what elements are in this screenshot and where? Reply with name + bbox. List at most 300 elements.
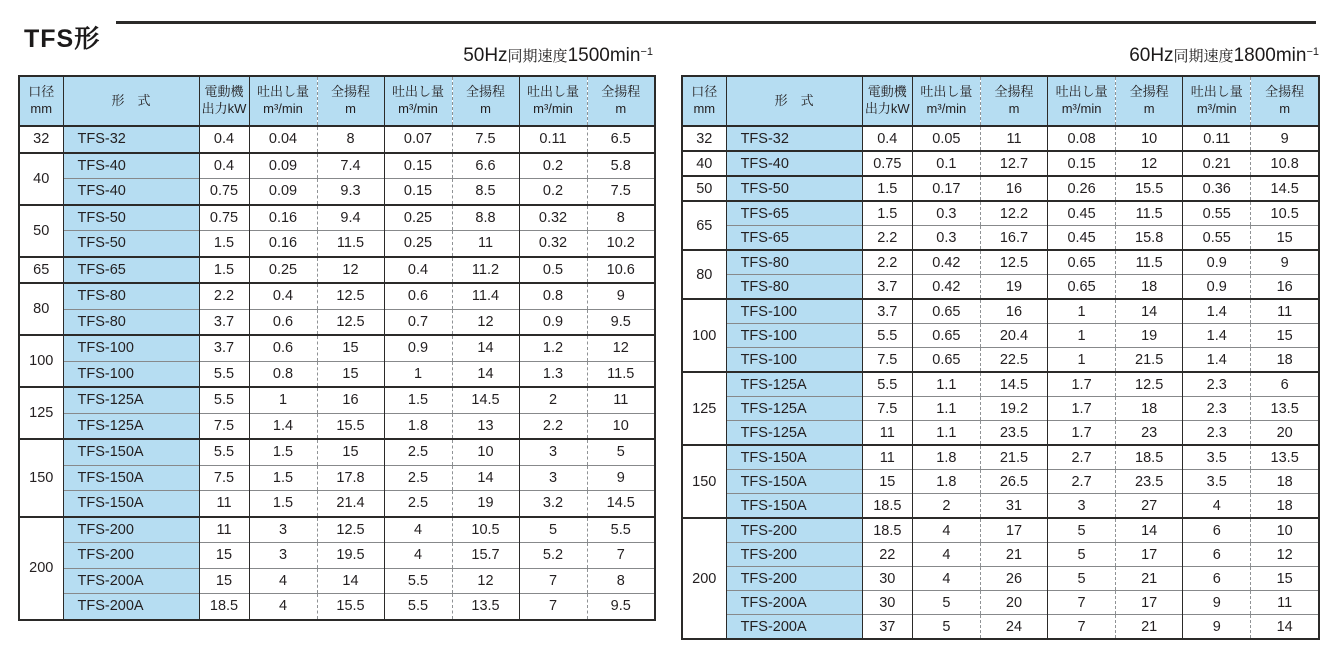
flow-cell: 5 [912, 615, 980, 640]
head-cell: 15.5 [317, 413, 384, 439]
motor-kw-cell: 11 [862, 445, 912, 470]
table-row [19, 153, 655, 179]
head-cell: 19 [452, 491, 519, 517]
flow-cell: 1.7 [1048, 372, 1116, 397]
flow-cell: 3 [249, 517, 317, 543]
table-row [682, 372, 1319, 397]
table-row [19, 387, 655, 413]
dia-cell: 80 [682, 250, 726, 299]
flow-cell: 1.4 [1183, 299, 1251, 324]
motor-kw-cell: 0.75 [199, 205, 249, 231]
motor-kw-cell: 30 [862, 567, 912, 591]
table-row [19, 568, 655, 594]
head-cell: 15 [317, 361, 384, 387]
model-cell: TFS-200A [63, 568, 199, 594]
col-header-model: 形 式 [63, 76, 199, 126]
head-cell: 18 [1116, 397, 1183, 421]
pump-table-50hz [18, 75, 656, 621]
table-row [19, 517, 655, 543]
head-cell: 10.6 [587, 257, 655, 284]
flow-cell: 2.3 [1183, 397, 1251, 421]
head-cell: 20 [980, 591, 1047, 615]
table-row [682, 126, 1319, 151]
flow-cell: 0.65 [912, 324, 980, 348]
head-cell: 26 [980, 567, 1047, 591]
table-row [682, 299, 1319, 324]
flow-cell: 2.5 [384, 491, 452, 517]
flow-cell: 1.5 [249, 491, 317, 517]
motor-kw-cell: 15 [199, 568, 249, 594]
head-cell: 17 [1116, 543, 1183, 567]
head-cell: 9 [587, 465, 655, 491]
head-cell: 13 [452, 413, 519, 439]
model-cell: TFS-100 [726, 299, 862, 324]
head-cell: 15.7 [452, 543, 519, 569]
head-cell: 5 [587, 439, 655, 465]
motor-kw-cell: 15 [199, 543, 249, 569]
flow-cell: 4 [249, 594, 317, 620]
flow-cell: 0.3 [912, 226, 980, 251]
flow-cell: 1.1 [912, 421, 980, 446]
flow-cell: 1.5 [249, 439, 317, 465]
head-cell: 11.5 [1116, 201, 1183, 226]
pump-table-head-1 [682, 76, 1319, 126]
dia-cell: 65 [682, 201, 726, 250]
head-cell: 11 [1251, 299, 1319, 324]
head-cell: 6.5 [587, 126, 655, 153]
flow-cell: 0.8 [249, 361, 317, 387]
table-section-50hz [18, 42, 654, 621]
flow-cell: 1.4 [1183, 348, 1251, 373]
table-row [682, 348, 1319, 373]
speed-freq: 50Hz [463, 45, 508, 66]
speed-sup: −1 [640, 46, 653, 58]
flow-cell: 1 [1048, 348, 1116, 373]
head-cell: 10.2 [587, 231, 655, 257]
header-row [19, 76, 655, 126]
head-cell: 12.7 [980, 151, 1047, 176]
table-section-60hz [681, 42, 1320, 640]
head-cell: 20.4 [980, 324, 1047, 348]
motor-kw-cell: 0.4 [862, 126, 912, 151]
flow-cell: 4 [384, 543, 452, 569]
pump-table-60hz [681, 75, 1320, 640]
table-row [682, 176, 1319, 201]
model-cell: TFS-50 [726, 176, 862, 201]
head-cell: 23.5 [1116, 470, 1183, 494]
flow-cell: 0.65 [912, 299, 980, 324]
head-cell: 22.5 [980, 348, 1047, 373]
dia-cell: 200 [682, 518, 726, 639]
head-cell: 21 [980, 543, 1047, 567]
model-cell: TFS-150A [63, 491, 199, 517]
model-cell: TFS-65 [63, 257, 199, 284]
dia-cell: 65 [19, 257, 63, 284]
head-cell: 15 [317, 439, 384, 465]
motor-kw-cell: 7.5 [862, 348, 912, 373]
head-cell: 15 [1251, 324, 1319, 348]
model-cell: TFS-150A [726, 445, 862, 470]
flow-cell: 2.2 [519, 413, 587, 439]
col-header-flow3: 吐出し量 m³/min [1183, 76, 1251, 126]
flow-cell: 1 [249, 387, 317, 413]
head-cell: 7.5 [587, 179, 655, 205]
col-header-dia: 口径 mm [19, 76, 63, 126]
flow-cell: 0.4 [249, 283, 317, 309]
head-cell: 7 [587, 543, 655, 569]
flow-cell: 0.21 [1183, 151, 1251, 176]
motor-kw-cell: 18.5 [862, 494, 912, 519]
dia-cell: 100 [19, 335, 63, 387]
dia-cell: 150 [19, 439, 63, 517]
head-cell: 19 [980, 275, 1047, 300]
head-cell: 14 [1251, 615, 1319, 640]
speed-value: 1800min [1233, 45, 1307, 66]
model-cell: TFS-80 [63, 309, 199, 335]
flow-cell: 0.9 [1183, 275, 1251, 300]
table-row [19, 465, 655, 491]
flow-cell: 2.7 [1048, 445, 1116, 470]
model-cell: TFS-125A [726, 372, 862, 397]
table-row [682, 470, 1319, 494]
flow-cell: 4 [912, 518, 980, 543]
motor-kw-cell: 2.2 [199, 283, 249, 309]
head-cell: 11 [587, 387, 655, 413]
head-cell: 17.8 [317, 465, 384, 491]
flow-cell: 9 [1183, 615, 1251, 640]
head-cell: 13.5 [1251, 397, 1319, 421]
flow-cell: 1.2 [519, 335, 587, 361]
head-cell: 21 [1116, 615, 1183, 640]
table-row [19, 283, 655, 309]
flow-cell: 0.09 [249, 179, 317, 205]
flow-cell: 3 [249, 543, 317, 569]
model-cell: TFS-100 [726, 348, 862, 373]
model-cell: TFS-40 [63, 153, 199, 179]
flow-cell: 1.5 [384, 387, 452, 413]
head-cell: 21.5 [980, 445, 1047, 470]
head-cell: 26.5 [980, 470, 1047, 494]
motor-kw-cell: 0.75 [199, 179, 249, 205]
model-cell: TFS-32 [63, 126, 199, 153]
head-cell: 15.5 [1116, 176, 1183, 201]
col-header-head3: 全揚程 m [587, 76, 655, 126]
flow-cell: 0.26 [1048, 176, 1116, 201]
flow-cell: 0.15 [384, 179, 452, 205]
head-cell: 10.5 [452, 517, 519, 543]
flow-cell: 1.8 [912, 470, 980, 494]
flow-cell: 0.6 [384, 283, 452, 309]
head-cell: 12.5 [317, 283, 384, 309]
flow-cell: 3.5 [1183, 445, 1251, 470]
model-cell: TFS-125A [726, 421, 862, 446]
head-cell: 12 [587, 335, 655, 361]
flow-cell: 0.55 [1183, 226, 1251, 251]
flow-cell: 0.8 [519, 283, 587, 309]
pump-table-body-0 [19, 126, 655, 620]
motor-kw-cell: 5.5 [199, 439, 249, 465]
head-cell: 14 [452, 335, 519, 361]
table-row [19, 179, 655, 205]
head-cell: 10 [452, 439, 519, 465]
table-row [682, 324, 1319, 348]
motor-kw-cell: 15 [862, 470, 912, 494]
head-cell: 12 [1116, 151, 1183, 176]
model-cell: TFS-100 [63, 361, 199, 387]
col-header-head2: 全揚程 m [1116, 76, 1183, 126]
flow-cell: 1.8 [912, 445, 980, 470]
motor-kw-cell: 3.7 [199, 309, 249, 335]
flow-cell: 4 [384, 517, 452, 543]
head-cell: 11.4 [452, 283, 519, 309]
flow-cell: 1.7 [1048, 421, 1116, 446]
table-row [682, 494, 1319, 519]
col-header-head1: 全揚程 m [317, 76, 384, 126]
head-cell: 15 [1251, 226, 1319, 251]
col-header-head1: 全揚程 m [980, 76, 1047, 126]
table-row [682, 421, 1319, 446]
flow-cell: 0.07 [384, 126, 452, 153]
flow-cell: 0.5 [519, 257, 587, 284]
flow-cell: 3 [1048, 494, 1116, 519]
header-row [682, 76, 1319, 126]
model-cell: TFS-125A [726, 397, 862, 421]
dia-cell: 200 [19, 517, 63, 620]
table-row [682, 275, 1319, 300]
col-header-flow3: 吐出し量 m³/min [519, 76, 587, 126]
flow-cell: 0.45 [1048, 201, 1116, 226]
motor-kw-cell: 5.5 [199, 361, 249, 387]
head-cell: 8 [587, 568, 655, 594]
flow-cell: 0.08 [1048, 126, 1116, 151]
head-cell: 13.5 [1251, 445, 1319, 470]
table-row [682, 445, 1319, 470]
flow-cell: 1 [1048, 324, 1116, 348]
motor-kw-cell: 0.75 [862, 151, 912, 176]
col-header-motor: 電動機 出力kW [862, 76, 912, 126]
dia-cell: 32 [19, 126, 63, 153]
flow-cell: 1.4 [1183, 324, 1251, 348]
flow-cell: 1.4 [249, 413, 317, 439]
head-cell: 16 [317, 387, 384, 413]
table-row [19, 413, 655, 439]
model-cell: TFS-65 [726, 201, 862, 226]
head-cell: 18.5 [1116, 445, 1183, 470]
model-cell: TFS-125A [63, 387, 199, 413]
head-cell: 10 [587, 413, 655, 439]
flow-cell: 5.5 [384, 594, 452, 620]
flow-cell: 1.5 [249, 465, 317, 491]
flow-cell: 0.9 [519, 309, 587, 335]
col-header-flow1: 吐出し量 m³/min [249, 76, 317, 126]
head-cell: 17 [1116, 591, 1183, 615]
motor-kw-cell: 3.7 [862, 299, 912, 324]
flow-cell: 1.7 [1048, 397, 1116, 421]
table-row [19, 543, 655, 569]
col-header-motor: 電動機 出力kW [199, 76, 249, 126]
table-row [682, 543, 1319, 567]
flow-cell: 0.6 [249, 335, 317, 361]
head-cell: 21.5 [1116, 348, 1183, 373]
flow-cell: 1 [384, 361, 452, 387]
speed-text: 同期速度 [507, 48, 568, 65]
flow-cell: 3 [519, 439, 587, 465]
head-cell: 9.4 [317, 205, 384, 231]
flow-cell: 0.15 [384, 153, 452, 179]
head-cell: 12 [452, 568, 519, 594]
motor-kw-cell: 11 [199, 491, 249, 517]
table-row [19, 205, 655, 231]
motor-kw-cell: 5.5 [862, 324, 912, 348]
flow-cell: 0.55 [1183, 201, 1251, 226]
speed-label-60hz [681, 42, 1320, 69]
model-cell: TFS-50 [63, 205, 199, 231]
model-cell: TFS-200 [726, 543, 862, 567]
head-cell: 10 [1251, 518, 1319, 543]
flow-cell: 5 [1048, 543, 1116, 567]
flow-cell: 5 [912, 591, 980, 615]
head-cell: 14 [1116, 299, 1183, 324]
dia-cell: 80 [19, 283, 63, 335]
flow-cell: 4 [912, 567, 980, 591]
head-cell: 15.5 [317, 594, 384, 620]
model-cell: TFS-32 [726, 126, 862, 151]
speed-sup: −1 [1306, 46, 1319, 58]
head-cell: 27 [1116, 494, 1183, 519]
model-cell: TFS-200A [726, 615, 862, 640]
head-cell: 16 [980, 176, 1047, 201]
flow-cell: 2.5 [384, 439, 452, 465]
flow-cell: 2 [519, 387, 587, 413]
head-cell: 12.5 [980, 250, 1047, 275]
head-cell: 16.7 [980, 226, 1047, 251]
dia-cell: 50 [682, 176, 726, 201]
head-cell: 14 [452, 361, 519, 387]
dia-cell: 40 [682, 151, 726, 176]
head-cell: 12.5 [317, 309, 384, 335]
flow-cell: 0.65 [912, 348, 980, 373]
table-row [19, 231, 655, 257]
flow-cell: 0.11 [1183, 126, 1251, 151]
head-cell: 10.5 [1251, 201, 1319, 226]
flow-cell: 3 [519, 465, 587, 491]
flow-cell: 5.5 [384, 568, 452, 594]
head-cell: 7.4 [317, 153, 384, 179]
flow-cell: 0.2 [519, 179, 587, 205]
flow-cell: 2 [912, 494, 980, 519]
table-row [19, 335, 655, 361]
flow-cell: 0.09 [249, 153, 317, 179]
dia-cell: 50 [19, 205, 63, 257]
head-cell: 24 [980, 615, 1047, 640]
flow-cell: 0.25 [384, 231, 452, 257]
model-cell: TFS-150A [63, 465, 199, 491]
head-cell: 5.8 [587, 153, 655, 179]
motor-kw-cell: 7.5 [199, 413, 249, 439]
motor-kw-cell: 0.4 [199, 126, 249, 153]
model-cell: TFS-80 [63, 283, 199, 309]
flow-cell: 5 [1048, 567, 1116, 591]
head-cell: 15 [317, 335, 384, 361]
head-cell: 31 [980, 494, 1047, 519]
flow-cell: 0.16 [249, 205, 317, 231]
head-cell: 6.6 [452, 153, 519, 179]
pump-table-head-0 [19, 76, 655, 126]
head-cell: 20 [1251, 421, 1319, 446]
head-cell: 19.5 [317, 543, 384, 569]
head-cell: 14 [452, 465, 519, 491]
model-cell: TFS-100 [63, 335, 199, 361]
model-cell: TFS-125A [63, 413, 199, 439]
head-cell: 14.5 [1251, 176, 1319, 201]
head-cell: 9 [587, 283, 655, 309]
flow-cell: 0.4 [384, 257, 452, 284]
motor-kw-cell: 0.4 [199, 153, 249, 179]
flow-cell: 0.15 [1048, 151, 1116, 176]
col-header-dia: 口径 mm [682, 76, 726, 126]
flow-cell: 7 [519, 568, 587, 594]
dia-cell: 40 [19, 153, 63, 205]
col-header-head2: 全揚程 m [452, 76, 519, 126]
head-cell: 9.5 [587, 594, 655, 620]
flow-cell: 0.9 [1183, 250, 1251, 275]
head-cell: 14.5 [452, 387, 519, 413]
flow-cell: 0.65 [1048, 250, 1116, 275]
col-header-head3: 全揚程 m [1251, 76, 1319, 126]
motor-kw-cell: 22 [862, 543, 912, 567]
head-cell: 14 [317, 568, 384, 594]
table-row [19, 361, 655, 387]
motor-kw-cell: 1.5 [862, 201, 912, 226]
model-cell: TFS-150A [726, 494, 862, 519]
head-cell: 12.2 [980, 201, 1047, 226]
model-cell: TFS-200 [63, 517, 199, 543]
head-cell: 12 [1251, 543, 1319, 567]
table-row [682, 397, 1319, 421]
flow-cell: 0.16 [249, 231, 317, 257]
model-cell: TFS-200 [726, 518, 862, 543]
head-cell: 8.5 [452, 179, 519, 205]
flow-cell: 3.2 [519, 491, 587, 517]
flow-cell: 0.9 [384, 335, 452, 361]
title-rule [116, 21, 1316, 24]
head-cell: 18 [1251, 348, 1319, 373]
motor-kw-cell: 7.5 [199, 465, 249, 491]
col-header-flow2: 吐出し量 m³/min [384, 76, 452, 126]
motor-kw-cell: 30 [862, 591, 912, 615]
head-cell: 17 [980, 518, 1047, 543]
flow-cell: 0.36 [1183, 176, 1251, 201]
head-cell: 11.5 [317, 231, 384, 257]
speed-freq: 60Hz [1129, 45, 1174, 66]
motor-kw-cell: 3.7 [199, 335, 249, 361]
head-cell: 11.2 [452, 257, 519, 284]
table-row [682, 226, 1319, 251]
dia-cell: 125 [19, 387, 63, 439]
flow-cell: 5 [1048, 518, 1116, 543]
head-cell: 14.5 [587, 491, 655, 517]
motor-kw-cell: 5.5 [862, 372, 912, 397]
table-row [19, 594, 655, 620]
head-cell: 23 [1116, 421, 1183, 446]
head-cell: 12.5 [317, 517, 384, 543]
dia-cell: 150 [682, 445, 726, 518]
head-cell: 12 [317, 257, 384, 284]
head-cell: 5.5 [587, 517, 655, 543]
flow-cell: 5.2 [519, 543, 587, 569]
motor-kw-cell: 5.5 [199, 387, 249, 413]
flow-cell: 0.2 [519, 153, 587, 179]
